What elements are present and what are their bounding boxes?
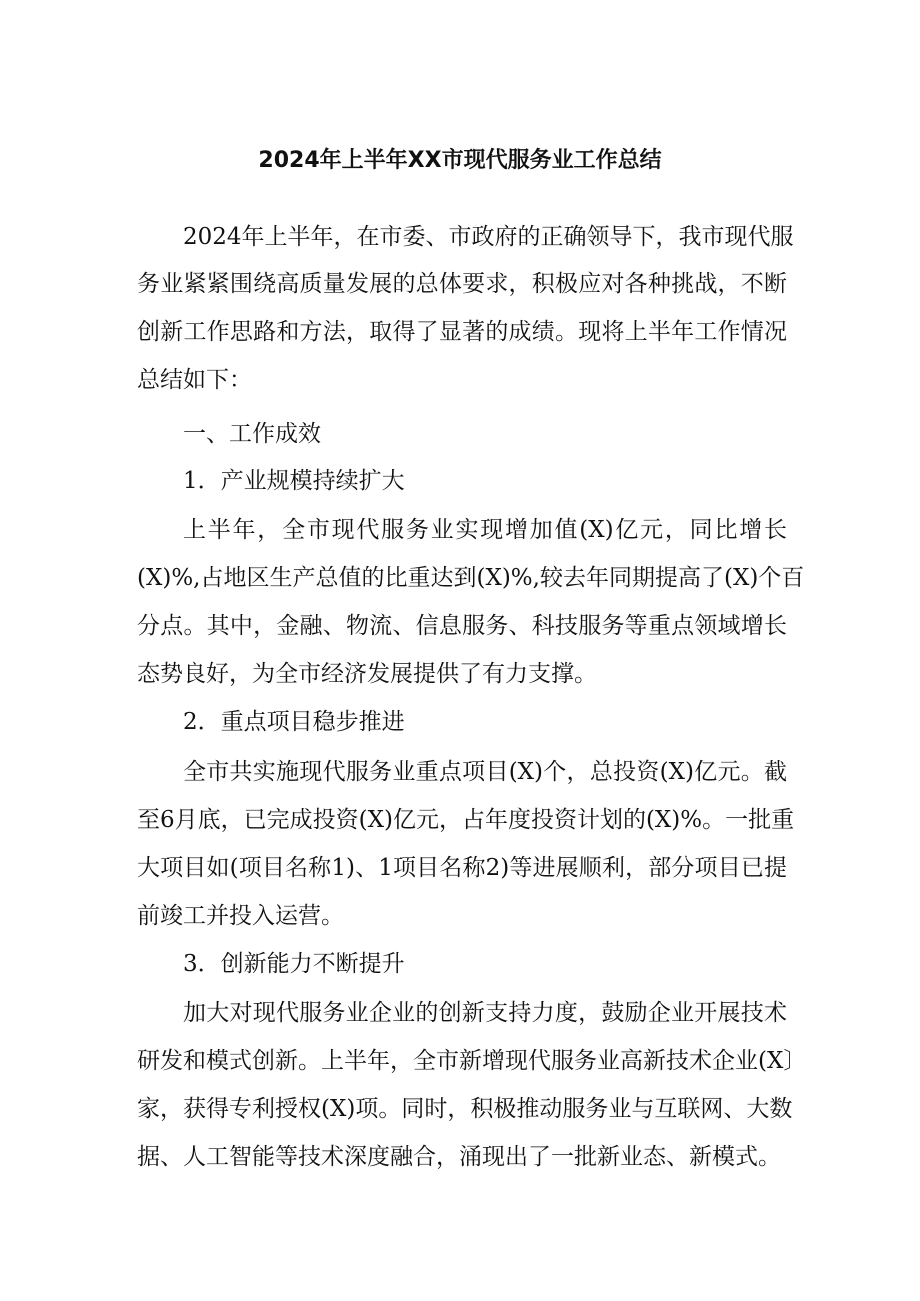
item2-line: 大项目如(项目名称1)、1项目名称2)等进展顺利，部分项目已提 (137, 855, 787, 881)
item3-line: 加大对现代服务业企业的创新支持力度，鼓励企业开展技术 (183, 1000, 787, 1026)
item-heading-1: 1．产业规模持续扩大 (183, 468, 405, 494)
item1-line: 上半年，全市现代服务业实现增加值(X)亿元，同比增长 (183, 517, 787, 543)
item-heading-2: 2．重点项目稳步推进 (183, 709, 405, 735)
document-title: 2024年上半年XX市现代服务业工作总结 (258, 148, 662, 173)
item3-line: 研发和模式创新。上半年，全市新增现代服务业高新技术企业(X〕 (137, 1048, 807, 1074)
item1-line: 态势良好，为全市经济发展提供了有力支撑。 (137, 661, 597, 687)
item3-line: 据、人工智能等技术深度融合，涌现出了一批新业态、新模式。 (137, 1144, 781, 1170)
intro-line: 2024年上半年，在市委、市政府的正确领导下，我市现代服 (183, 224, 794, 250)
item1-line: 分点。其中，金融、物流、信息服务、科技服务等重点领域增长 (137, 613, 787, 639)
intro-line: 创新工作思路和方法，取得了显著的成绩。现将上半年工作情况 (137, 319, 787, 345)
intro-line: 总结如下： (137, 367, 252, 393)
item2-line: 前竣工并投入运营。 (137, 903, 344, 929)
item1-line: (X)%,占地区生产总值的比重达到(X)%,较去年同期提高了(X)个百 (137, 565, 805, 591)
item2-line: 全市共实施现代服务业重点项目(X)个，总投资(X)亿元。截 (183, 759, 787, 785)
item3-line: 家，获得专利授权(X)项。同时，积极推动服务业与互联网、大数 (137, 1096, 793, 1122)
section-heading: 一、工作成效 (183, 421, 321, 447)
item-heading-3: 3．创新能力不断提升 (183, 951, 405, 977)
item2-line: 至6月底，已完成投资(X)亿元，占年度投资计划的(X)%。一批重 (137, 807, 795, 833)
intro-line: 务业紧紧围绕高质量发展的总体要求，积极应对各种挑战，不断 (137, 271, 787, 297)
